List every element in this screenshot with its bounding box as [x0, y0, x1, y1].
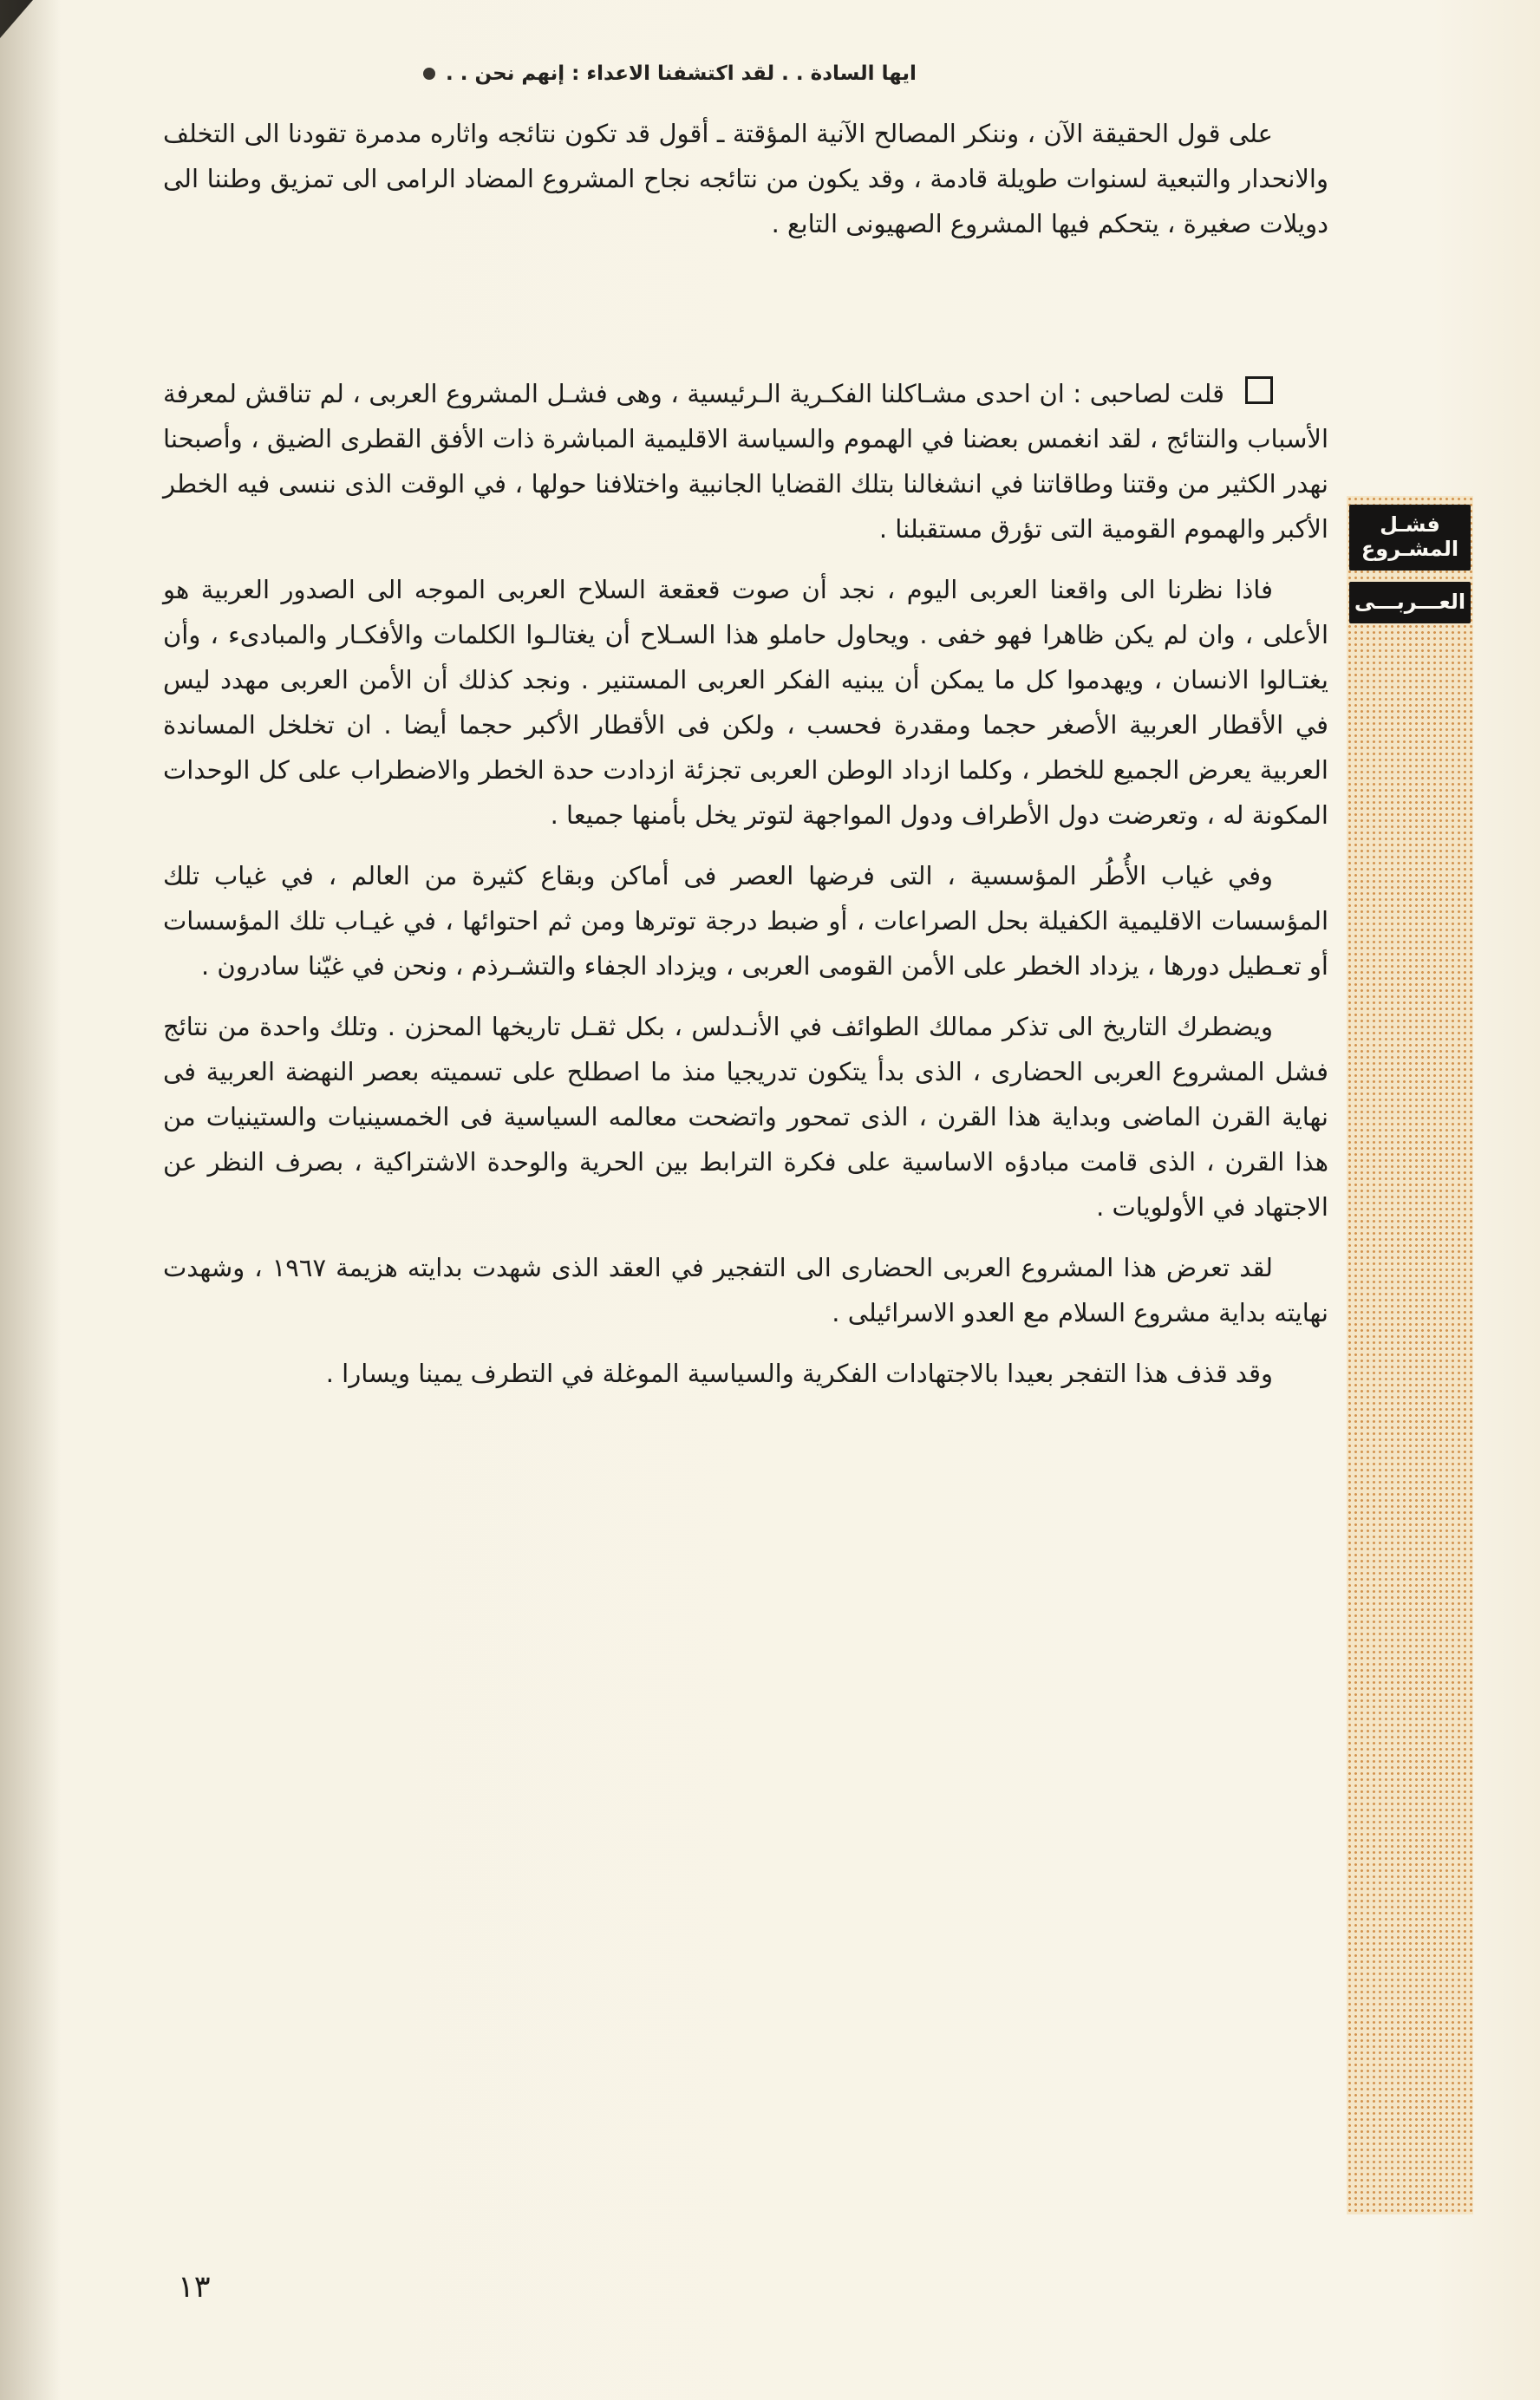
margin-halftone-band — [1347, 496, 1473, 2214]
paragraph: وفي غياب الأُطُر المؤسسية ، التى فرضها العصر فى أماكن وبقاع كثيرة من العالم ، في غياب تلك المؤسسات الاقليمية الكفيلة بحل الصراعات ، أو ضبط درجة توترها ومن ثم احتوائها ، في غيـاب تلك المؤسسات أو تعـطيل دورها ، يزداد الخطر على الأمن القومى العربى ، ويزداد الجفاء والتشـرذم ، ونحن في غيّنا سادرون . — [163, 861, 1328, 981]
paragraph-text: قلت لصاحبى : ان احدى مشـاكلنا الفكـرية الـرئيسية ، وهى فشـل المشروع العربى ، لم تناقش لمعرفة الأسباب والنتائج ، لقد انغمس بعضنا في الهموم والسياسة الاقليمية المباشرة ذات الأفق القطرى الضيق ، وأصبحنا نهدر الكثير من وقتنا وطاقاتنا في انشغالنا بتلك القضايا الجانبية واختلافنا حولها ، في الوقت الذى ننسى فيه الخطر الأكبر والهموم القومية التى تؤرق مستقبلنا . — [163, 379, 1328, 544]
paragraph — [163, 371, 1328, 551]
running-header-text: ايها السادة . . لقد اكتشفنا الاعداء : إنهم نحن . . — [446, 62, 917, 85]
paragraph: وقد قذف هذا التفجر بعيدا بالاجتهادات الفكرية والسياسية الموغلة في التطرف يمينا ويسارا . — [325, 1359, 1273, 1388]
paragraph: فاذا نظرنا الى واقعنا العربى اليوم ، نجد أن صوت قعقعة السلاح العربى الموجه الى الصدور العربية هو الأعلى ، وان لم يكن ظاهرا فهو خفى . ويحاول حاملو هذا السـلاح أن يغتالـوا الكلمات والأفكـار والمبادىء ، وأن يغتـالوا الانسان ، ويهدموا كل ما يمكن أن يبنيه الفكر العربى المستنير . ونجد كذلك أن الأمن العربى مهدد ليس في الأقطار العربية الأصغر حجما ومقدرة فحسب ، ولكن فى الأقطار الأكبر حجما أيضا . ان تخلخل المساندة العربية يعرض الجميع للخطر ، وكلما ازداد الوطن العربى تجزئة ازدادت حدة الخطر والاضطراب على كل الوحدات المكونة له ، وتعرضت دول الأطراف ودول المواجهة لتوتر يخل بأمنها جميعا . — [163, 575, 1328, 830]
gutter-shadow — [0, 0, 61, 2400]
paragraph: على قول الحقيقة الآن ، وننكر المصالح الآنية المؤقتة ـ أقول قد تكون نتائجه واثاره مدمرة تقودنا الى التخلف والانحدار والتبعية لسنوات طويلة قادمة ، وقد يكون من نتائجه نجاح المشروع المضاد الرامى الى تمزيق وطننا الى دويلات صغيرة ، يتحكم فيها المشروع الصهيونى التابع . — [163, 119, 1328, 238]
body-text — [163, 111, 1328, 1412]
margin-note — [1349, 505, 1471, 635]
paragraph: لقد تعرض هذا المشروع العربى الحضارى الى التفجير في العقد الذى شهدت بدايته هزيمة ١٩٦٧ ، وشهدت نهايته بداية مشروع السلام مع العدو الاسرائيلى . — [163, 1253, 1328, 1327]
margin-note-line1: فشـل المشـروع — [1349, 505, 1471, 571]
paragraph: ويضطرك التاريخ الى تذكر ممالك الطوائف في الأنـدلس ، بكل ثقـل تاريخها المحزن . وتلك واحدة من نتائج فشل المشروع العربى الحضارى ، الذى بدأ يتكون تدريجيا منذ ما اصطلح على تسميته بعصر النهضة العربية فى نهاية القرن الماضى وبداية هذا القرن ، الذى تمحور واتضحت معالمه السياسية فى الخمسينيات والستينيات من هذا القرن ، الذى قامت مبادؤه الاساسية على فكرة الترابط بين الحرية والوحدة الاشتراكية ، بصرف النظر عن الاجتهاد في الأولويات . — [163, 1012, 1328, 1222]
running-header — [423, 62, 917, 85]
margin-note-line2: العـــربـــى — [1349, 582, 1471, 623]
page-number: ١٣ — [178, 2270, 211, 2305]
bullet-icon — [423, 68, 435, 80]
section-square-icon — [1245, 376, 1273, 404]
